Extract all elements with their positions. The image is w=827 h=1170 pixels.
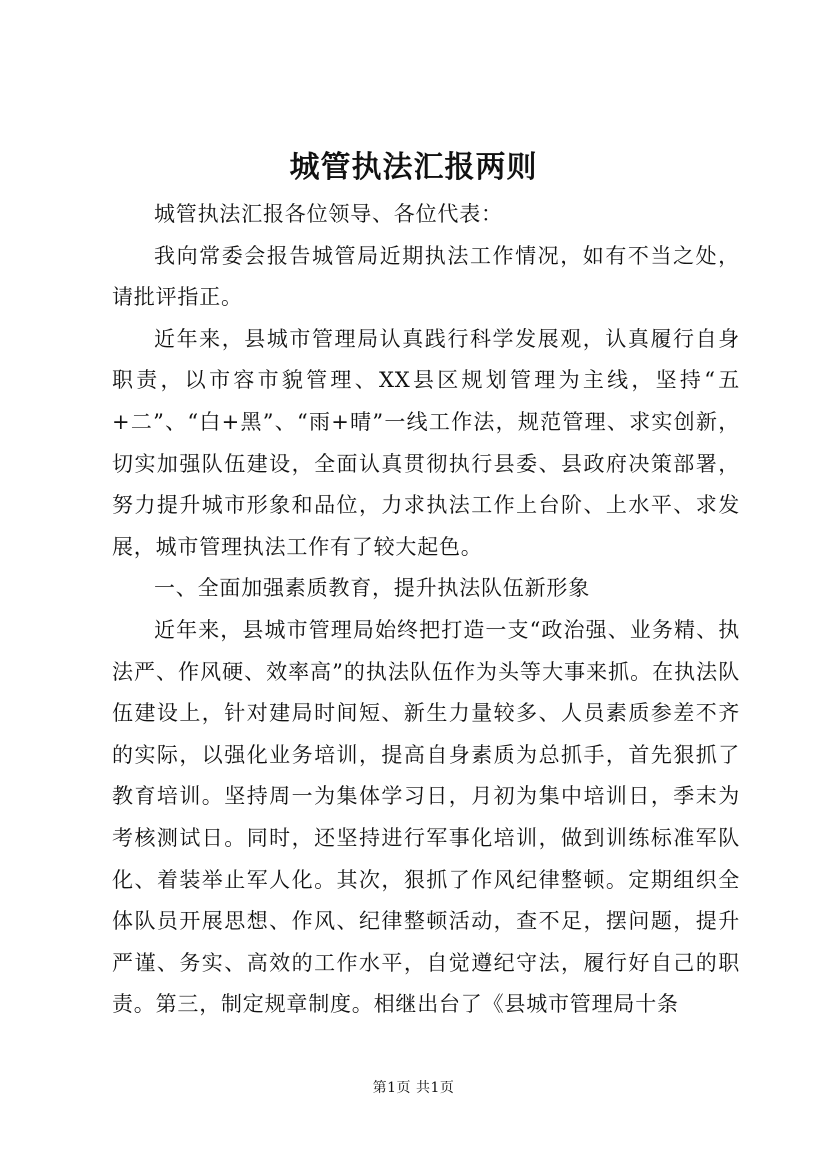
intro-paragraph: 我向常委会报告城管局近期执法工作情况，如有不当之处，请批评指正。 bbox=[112, 243, 740, 310]
section-body-paragraph: 近年来，县城市管理局始终把打造一支“政治强、业务精、执法严、作风硬、效率高”的执法队伍作为头等大事来抓。在执法队伍建设上，针对建局时间短、新生力量较多、人员素质参差不齐的实际，以强化业务培训，提高自身素质为总抓手，首先狠抓了教育培训。坚持周一为集体学习日，月初为集中培训日，季末为考核测试日。同时，还坚持进行军事化培训，做到训练标准军队化、着装举止军人化。其次，狠抓了作风纪律整顿。定期组织全体队员开展思想、作风、纪律整顿活动，查不足，摆问题，提升严谨、务实、高效的工作水平，自觉遵纪守法，履行好自己的职责。第三，制定规章制度。相继出台了《县城市管理局十条 bbox=[112, 617, 740, 1017]
section-heading: 一、全面加强素质教育，提升执法队伍新形象 bbox=[154, 576, 590, 601]
salutation-paragraph: 城管执法汇报各位领导、各位代表： bbox=[154, 202, 503, 226]
document-body bbox=[112, 194, 740, 1026]
page-footer: 第1页 共1页 bbox=[372, 1080, 455, 1096]
overview-paragraph: 近年来，县城市管理局认真践行科学发展观，认真履行自身职责，以市容市貌管理、XX县区规划管理为主线，坚持“五+二”、“白+黑”、“雨+晴”一线工作法，规范管理、求实创新，切实加强队伍建设，全面认真贯彻执行县委、县政府决策部署，努力提升城市形象和品位，力求执法工作上台阶、上水平、求发展，城市管理执法工作有了较大起色。 bbox=[112, 326, 740, 559]
document-title: 城管执法汇报两则 bbox=[289, 150, 538, 185]
